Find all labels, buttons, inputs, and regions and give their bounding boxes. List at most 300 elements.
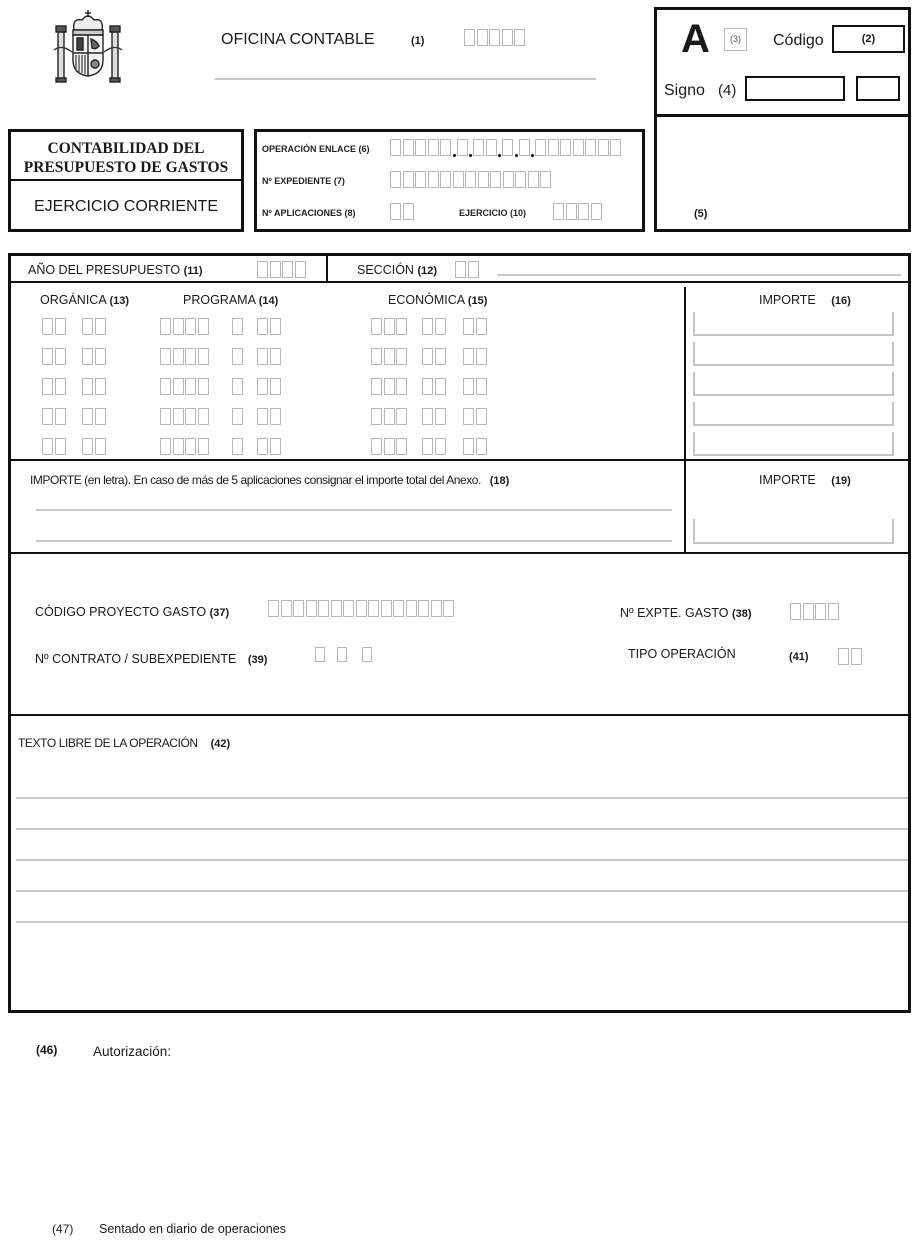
digit-box[interactable]: [503, 171, 514, 188]
digit-box[interactable]: [173, 348, 184, 365]
digit-box[interactable]: [257, 438, 268, 455]
digit-box[interactable]: [232, 348, 243, 365]
free-text-line-1[interactable]: [16, 797, 908, 799]
digit-box[interactable]: [55, 438, 66, 455]
program-boxes-b[interactable]: [232, 436, 245, 455]
main-form-box: [8, 253, 911, 1013]
digit-box[interactable]: [393, 600, 404, 617]
link-op-label: [262, 144, 370, 154]
digit-box[interactable]: [160, 318, 171, 335]
economic-boxes-c[interactable]: [463, 376, 488, 395]
digit-box[interactable]: [453, 171, 464, 188]
title-divider: [10, 179, 242, 181]
digit-box[interactable]: [422, 348, 433, 365]
digit-box[interactable]: [455, 261, 466, 278]
organic-boxes-a[interactable]: [42, 316, 67, 335]
digit-box[interactable]: [463, 318, 474, 335]
program-boxes-c[interactable]: [257, 376, 282, 395]
budget-year-label: [28, 263, 203, 277]
digit-box[interactable]: [173, 438, 184, 455]
sign-ref: (4): [718, 82, 737, 99]
digit-box[interactable]: [418, 600, 429, 617]
subtitle: EJERCICIO CORRIENTE: [33, 198, 218, 215]
digit-box[interactable]: [318, 600, 329, 617]
digit-box[interactable]: [476, 318, 487, 335]
budget-row-bottom: [10, 281, 909, 283]
amount-words-label-text: IMPORTE (en letra). En caso de más de 5 aplicaciones consignar el importe total del Anexo.: [30, 473, 481, 487]
program-boxes-c[interactable]: [257, 406, 282, 425]
digit-box[interactable]: [95, 438, 106, 455]
office-label: OFICINA CONTABLE: [221, 31, 375, 48]
digit-box[interactable]: [343, 600, 354, 617]
codes-bottom: [10, 714, 909, 716]
digit-box[interactable]: [610, 139, 621, 156]
program-boxes-b[interactable]: [232, 406, 245, 425]
digit-box[interactable]: [268, 600, 279, 617]
digit-box[interactable]: [270, 348, 281, 365]
file-label: [262, 176, 345, 186]
digit-box[interactable]: [422, 438, 433, 455]
program-boxes-b[interactable]: [232, 316, 245, 335]
sign-label: Signo: [664, 82, 705, 99]
digit-box[interactable]: [463, 378, 474, 395]
expte-boxes[interactable]: [790, 601, 840, 620]
digit-box[interactable]: [803, 603, 814, 620]
digit-box[interactable]: [396, 318, 407, 335]
digit-box[interactable]: [440, 171, 451, 188]
digit-box[interactable]: [476, 378, 487, 395]
digit-box[interactable]: [160, 438, 171, 455]
digit-box[interactable]: [95, 378, 106, 395]
digit-box[interactable]: [198, 318, 209, 335]
digit-box[interactable]: [42, 438, 53, 455]
organic-boxes-b[interactable]: [82, 376, 107, 395]
digit-box[interactable]: [435, 408, 446, 425]
digit-box[interactable]: [270, 438, 281, 455]
digit-box[interactable]: [371, 408, 382, 425]
free-text-line-5[interactable]: [16, 921, 908, 923]
digit-box[interactable]: [585, 139, 596, 156]
office-code-boxes-a[interactable]: [464, 27, 489, 46]
organic-boxes-a[interactable]: [42, 346, 67, 365]
digit-box[interactable]: [42, 348, 53, 365]
sign-field[interactable]: [745, 76, 845, 101]
project-code-ref: (37): [209, 607, 230, 619]
digit-box[interactable]: [406, 600, 417, 617]
digit-box[interactable]: [82, 348, 93, 365]
program-boxes-b[interactable]: [232, 346, 245, 365]
digit-box[interactable]: [384, 408, 395, 425]
separator-dot: [469, 137, 473, 156]
digit-box[interactable]: [396, 378, 407, 395]
digit-box[interactable]: [435, 348, 446, 365]
digit-box[interactable]: [478, 171, 489, 188]
digit-box[interactable]: [828, 603, 839, 620]
digit-box[interactable]: [566, 203, 577, 220]
digit-box[interactable]: [573, 139, 584, 156]
free-text-line-3[interactable]: [16, 859, 908, 861]
economic-boxes-a[interactable]: [371, 316, 409, 335]
digit-box[interactable]: [281, 600, 292, 617]
digit-box[interactable]: [257, 378, 268, 395]
digit-box[interactable]: [851, 648, 862, 665]
total-amount-field[interactable]: [693, 519, 894, 544]
program-boxes-a[interactable]: [160, 406, 210, 425]
exercise-ref: (10): [510, 208, 527, 218]
digit-box[interactable]: [403, 171, 414, 188]
box5-ref: (5): [694, 208, 708, 220]
total-amount-label: [759, 473, 851, 487]
organic-header: [40, 293, 129, 307]
digit-box[interactable]: [396, 438, 407, 455]
economic-header: [388, 293, 487, 307]
code-field[interactable]: [832, 25, 905, 53]
expte-label: [620, 606, 752, 620]
program-ref: (14): [258, 295, 279, 307]
digit-box[interactable]: [591, 203, 602, 220]
digit-box[interactable]: [396, 348, 407, 365]
contract-box-1[interactable]: [315, 643, 327, 662]
digit-box[interactable]: [468, 261, 479, 278]
digit-box[interactable]: [55, 378, 66, 395]
digit-box[interactable]: [356, 600, 367, 617]
digit-box[interactable]: [560, 139, 571, 156]
organic-boxes-a[interactable]: [42, 376, 67, 395]
organic-header-text: ORGÁNICA: [40, 293, 106, 307]
digit-box[interactable]: [502, 29, 513, 46]
office-code-boxes-b[interactable]: [489, 27, 527, 46]
digit-box[interactable]: [282, 261, 293, 278]
office-name-line[interactable]: [215, 78, 596, 80]
coat-of-arms-emblem: [52, 8, 124, 84]
digit-box[interactable]: [160, 348, 171, 365]
sign-extra-field[interactable]: [856, 76, 900, 101]
digit-box[interactable]: [502, 139, 513, 156]
organic-boxes-b[interactable]: [82, 436, 107, 455]
digit-box[interactable]: [440, 139, 451, 156]
digit-box[interactable]: [55, 348, 66, 365]
digit-box[interactable]: [295, 261, 306, 278]
contract-ref: (39): [247, 654, 268, 666]
digit-box[interactable]: [476, 408, 487, 425]
program-boxes-a[interactable]: [160, 346, 210, 365]
digit-box[interactable]: [515, 171, 526, 188]
digit-box[interactable]: [548, 139, 559, 156]
digit-box[interactable]: [270, 318, 281, 335]
economic-boxes-c[interactable]: [463, 406, 488, 425]
organic-ref: (13): [109, 295, 130, 307]
digit-box[interactable]: [198, 438, 209, 455]
digit-box[interactable]: [540, 171, 551, 188]
digit-box[interactable]: [431, 600, 442, 617]
amount-field[interactable]: [693, 432, 894, 456]
digit-box[interactable]: [198, 348, 209, 365]
project-code-boxes[interactable]: [268, 598, 456, 617]
free-text-line-4[interactable]: [16, 890, 908, 892]
expte-ref: (38): [732, 608, 752, 620]
economic-boxes-a[interactable]: [371, 346, 409, 365]
digit-box[interactable]: [473, 139, 484, 156]
digit-box[interactable]: [232, 318, 243, 335]
digit-box[interactable]: [42, 318, 53, 335]
digit-box[interactable]: [232, 438, 243, 455]
program-boxes-c[interactable]: [257, 316, 282, 335]
economic-boxes-b[interactable]: [422, 406, 447, 425]
budget-year-label-text: AÑO DEL PRESUPUESTO: [28, 263, 181, 277]
digit-box[interactable]: [415, 139, 426, 156]
code-label: Código: [773, 32, 824, 49]
digit-box[interactable]: [371, 318, 382, 335]
economic-boxes-a[interactable]: [371, 436, 409, 455]
organic-boxes-b[interactable]: [82, 406, 107, 425]
digit-box[interactable]: [415, 171, 426, 188]
organic-boxes-b[interactable]: [82, 346, 107, 365]
digit-box[interactable]: [578, 203, 589, 220]
section-name-line[interactable]: [497, 274, 901, 276]
digit-box[interactable]: [490, 171, 501, 188]
program-header: [183, 293, 278, 307]
organic-boxes-a[interactable]: [42, 406, 67, 425]
op-type-ref: (41): [789, 651, 809, 663]
digit-box[interactable]: [185, 408, 196, 425]
digit-box[interactable]: [293, 600, 304, 617]
digit-box[interactable]: [403, 139, 414, 156]
digit-box[interactable]: [457, 139, 468, 156]
contract-label: [35, 652, 267, 666]
digit-box[interactable]: [435, 438, 446, 455]
digit-box[interactable]: [315, 647, 325, 662]
program-header-text: PROGRAMA: [183, 293, 256, 307]
digit-box[interactable]: [435, 378, 446, 395]
digit-box[interactable]: [371, 378, 382, 395]
digit-box[interactable]: [371, 438, 382, 455]
digit-box[interactable]: [362, 647, 372, 662]
digit-box[interactable]: [270, 261, 281, 278]
amount-words-label: [30, 473, 509, 487]
digit-box[interactable]: [403, 203, 414, 220]
economic-boxes-b[interactable]: [422, 436, 447, 455]
separator-dot: [531, 137, 535, 156]
contract-box-2[interactable]: [337, 643, 349, 662]
total-amount-ref: (19): [831, 475, 851, 487]
digit-box[interactable]: [384, 318, 395, 335]
separator-dot: [515, 137, 519, 156]
budget-year-boxes[interactable]: [257, 259, 307, 278]
amount-field[interactable]: [693, 342, 894, 366]
digit-box[interactable]: [95, 318, 106, 335]
digit-box[interactable]: [465, 171, 476, 188]
exercise-label: [459, 208, 526, 218]
digit-box[interactable]: [486, 139, 497, 156]
digit-box[interactable]: [185, 318, 196, 335]
amount-header: [759, 293, 851, 307]
digit-box[interactable]: [82, 408, 93, 425]
digit-box[interactable]: [337, 647, 347, 662]
economic-boxes-a[interactable]: [371, 376, 409, 395]
digit-box[interactable]: [464, 29, 475, 46]
digit-box[interactable]: [185, 348, 196, 365]
digit-box[interactable]: [42, 378, 53, 395]
program-boxes-c[interactable]: [257, 436, 282, 455]
digit-box[interactable]: [476, 348, 487, 365]
file-ref: (7): [333, 176, 345, 186]
digit-box[interactable]: [390, 171, 401, 188]
digit-box[interactable]: [55, 408, 66, 425]
organic-boxes-b[interactable]: [82, 316, 107, 335]
contract-label-text: Nº CONTRATO / SUBEXPEDIENTE: [35, 652, 237, 666]
program-boxes-c[interactable]: [257, 346, 282, 365]
applications-bottom: [10, 459, 909, 461]
digit-box[interactable]: [463, 408, 474, 425]
digit-box[interactable]: [185, 438, 196, 455]
free-text-line-2[interactable]: [16, 828, 908, 830]
digit-box[interactable]: [384, 378, 395, 395]
digit-box[interactable]: [428, 171, 439, 188]
amount-field[interactable]: [693, 402, 894, 426]
digit-box[interactable]: [396, 408, 407, 425]
digit-box[interactable]: [82, 438, 93, 455]
digit-box[interactable]: [443, 600, 454, 617]
digit-box[interactable]: [173, 318, 184, 335]
total-amount-label-text: IMPORTE: [759, 473, 816, 487]
link-op-boxes[interactable]: [390, 137, 623, 156]
digit-box[interactable]: [42, 408, 53, 425]
digit-box[interactable]: [489, 29, 500, 46]
free-text-ref: (42): [210, 738, 231, 750]
digit-box[interactable]: [55, 318, 66, 335]
digit-box[interactable]: [232, 408, 243, 425]
digit-box[interactable]: [185, 378, 196, 395]
digit-box[interactable]: [160, 408, 171, 425]
digit-box[interactable]: [198, 408, 209, 425]
digit-box[interactable]: [198, 378, 209, 395]
digit-box[interactable]: [173, 408, 184, 425]
authorization-ref: (46): [36, 1043, 58, 1057]
title-line-1: CONTABILIDAD DEL: [47, 140, 205, 157]
letter-ref-box[interactable]: (3): [724, 28, 747, 51]
digit-box[interactable]: [160, 378, 171, 395]
digit-box[interactable]: [384, 438, 395, 455]
amount-words-ref: (18): [489, 475, 510, 487]
digit-box[interactable]: [331, 600, 342, 617]
economic-boxes-a[interactable]: [371, 406, 409, 425]
digit-box[interactable]: [477, 29, 488, 46]
program-boxes-b[interactable]: [232, 376, 245, 395]
amount-ref: (16): [831, 295, 851, 307]
op-type-label: TIPO OPERACIÓN: [628, 647, 736, 661]
program-boxes-a[interactable]: [160, 436, 210, 455]
digit-box[interactable]: [270, 408, 281, 425]
digit-box[interactable]: [838, 648, 849, 665]
budget-year-ref: (11): [183, 265, 203, 277]
amount-header-text: IMPORTE: [759, 293, 816, 307]
file-number-boxes[interactable]: [390, 169, 553, 188]
digit-box[interactable]: [435, 318, 446, 335]
digit-box[interactable]: [270, 378, 281, 395]
economic-boxes-c[interactable]: [463, 346, 488, 365]
digit-box[interactable]: [368, 600, 379, 617]
digit-box[interactable]: [371, 348, 382, 365]
digit-box[interactable]: [553, 203, 564, 220]
digit-box[interactable]: [95, 348, 106, 365]
separator-dot: [453, 137, 457, 156]
digit-box[interactable]: [463, 438, 474, 455]
digit-box[interactable]: [381, 600, 392, 617]
digit-box[interactable]: [306, 600, 317, 617]
digit-box[interactable]: [257, 408, 268, 425]
project-code-label-text: CÓDIGO PROYECTO GASTO: [35, 605, 207, 619]
digit-box[interactable]: [528, 171, 539, 188]
digit-box[interactable]: [535, 139, 546, 156]
section-boxes[interactable]: [455, 259, 480, 278]
digit-box[interactable]: [257, 318, 268, 335]
free-text-label: [18, 736, 230, 750]
digit-box[interactable]: [82, 378, 93, 395]
digit-box[interactable]: [815, 603, 826, 620]
digit-box[interactable]: [422, 378, 433, 395]
program-boxes-a[interactable]: [160, 316, 210, 335]
document-type-divider: [656, 114, 909, 117]
digit-box[interactable]: [463, 348, 474, 365]
section-ref: (12): [417, 265, 437, 277]
amount-field[interactable]: [693, 312, 894, 336]
digit-box[interactable]: [476, 438, 487, 455]
digit-box[interactable]: [422, 408, 433, 425]
link-op-label-text: OPERACIÓN ENLACE: [262, 144, 357, 154]
digit-box[interactable]: [257, 261, 268, 278]
amount-field[interactable]: [693, 372, 894, 396]
file-label-text: Nº EXPEDIENTE: [262, 176, 332, 186]
digit-box[interactable]: [384, 348, 395, 365]
section-label-text: SECCIÓN: [357, 263, 414, 277]
economic-boxes-c[interactable]: [463, 436, 488, 455]
economic-boxes-c[interactable]: [463, 316, 488, 335]
digit-box[interactable]: [790, 603, 801, 620]
authorization-label: Autorización:: [93, 1044, 172, 1059]
digit-box[interactable]: [428, 139, 439, 156]
economic-ref: (15): [467, 295, 488, 307]
organic-boxes-a[interactable]: [42, 436, 67, 455]
economic-boxes-b[interactable]: [422, 346, 447, 365]
apps-label: [262, 208, 355, 218]
program-boxes-a[interactable]: [160, 376, 210, 395]
digit-box[interactable]: [390, 139, 401, 156]
digit-box[interactable]: [95, 408, 106, 425]
digit-box[interactable]: [598, 139, 609, 156]
amount-words-line-2[interactable]: [36, 540, 672, 542]
exercise-boxes[interactable]: [553, 201, 603, 220]
digit-box[interactable]: [82, 318, 93, 335]
apps-count-boxes[interactable]: [390, 201, 415, 220]
economic-boxes-b[interactable]: [422, 316, 447, 335]
digit-box[interactable]: [390, 203, 401, 220]
separator-dot: [498, 137, 502, 156]
contract-box-3[interactable]: [362, 643, 374, 662]
title-text: [11, 139, 241, 177]
digit-box[interactable]: [514, 29, 525, 46]
section-label: [357, 263, 437, 277]
amount-words-line-1[interactable]: [36, 509, 672, 511]
digit-box[interactable]: [422, 318, 433, 335]
expte-label-text: Nº EXPTE. GASTO: [620, 606, 729, 620]
economic-boxes-b[interactable]: [422, 376, 447, 395]
link-op-ref: (6): [358, 144, 370, 154]
digit-box[interactable]: [257, 348, 268, 365]
op-type-boxes[interactable]: [838, 646, 863, 665]
digit-box[interactable]: [519, 139, 530, 156]
digit-box[interactable]: [232, 378, 243, 395]
digit-box[interactable]: [173, 378, 184, 395]
